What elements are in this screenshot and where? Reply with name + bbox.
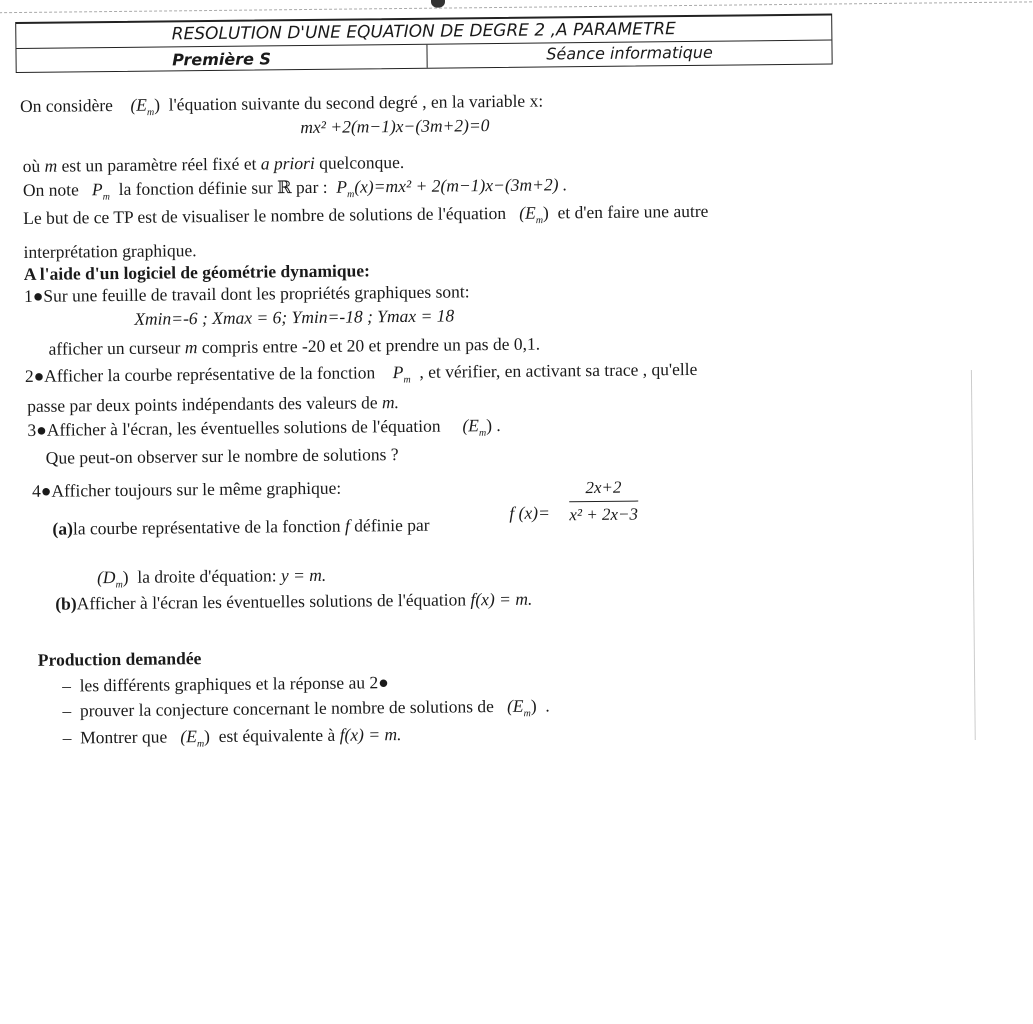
step-2-cont xyxy=(27,394,399,415)
production-item xyxy=(63,726,402,751)
denominator: x² + 2x−3 xyxy=(569,504,639,525)
subscript: m xyxy=(115,579,123,591)
math-p: P xyxy=(91,179,103,200)
subscript: m xyxy=(102,191,111,203)
subscript: m xyxy=(196,738,205,750)
math-p: P xyxy=(392,362,404,383)
subscript: m xyxy=(146,107,155,119)
window-settings: Xmin=-6 ; Xmax = 6; Ymin=-18 ; Ymax = 18 xyxy=(134,305,455,329)
text: 2●Afficher la courbe représentative de la fonction xyxy=(24,362,376,386)
text: est équivalente à xyxy=(218,724,336,746)
intro-line-5: interprétation graphique. xyxy=(23,240,197,262)
subscript: m xyxy=(535,215,544,227)
subscript: m xyxy=(347,189,355,201)
equation-label: (E xyxy=(462,415,480,436)
text: Montrer que xyxy=(80,726,168,748)
production-title: Production demandée xyxy=(37,648,202,670)
label: (b) xyxy=(55,593,77,614)
math-f: f xyxy=(344,515,350,536)
intro-line-2 xyxy=(22,151,405,176)
equation-label: (E xyxy=(180,726,197,747)
subscript: m xyxy=(478,427,487,439)
fx-label: f (x)= xyxy=(509,502,550,523)
text: l'équation suivante du second degré , en la variable x: xyxy=(168,90,544,115)
math-m: m xyxy=(184,337,198,358)
text: ) xyxy=(203,726,210,747)
production-item xyxy=(62,674,389,695)
equation-label: (E xyxy=(130,94,148,115)
text: où xyxy=(22,155,41,176)
section-title: A l'aide d'un logiciel de géométrie dynamique: xyxy=(23,260,371,284)
text: ) xyxy=(122,566,129,587)
step-4b xyxy=(55,588,533,614)
bullet: – xyxy=(62,727,72,748)
step-3 xyxy=(27,414,501,443)
fraction xyxy=(569,478,638,526)
step-3-question: Que peut-on observer sur le nombre de solutions ? xyxy=(45,444,399,468)
production-item xyxy=(62,697,550,724)
main-equation: mx² +2(m−1)x−(3m+2)=0 xyxy=(300,115,490,138)
step-1-cursor xyxy=(48,333,541,359)
intro-line-3 xyxy=(23,176,568,203)
class-label: Première S xyxy=(16,45,427,72)
equation-label: (E xyxy=(519,202,536,223)
text: ) xyxy=(154,94,161,115)
bullet: – xyxy=(62,700,72,721)
math-m: m xyxy=(44,155,58,176)
equation-label: (E xyxy=(506,695,524,716)
text: quelconque. xyxy=(319,151,405,173)
text: On note xyxy=(22,179,79,200)
text: la droite d'équation: xyxy=(137,565,277,587)
document-title: RESOLUTION D'UNE EQUATION DE DEGRE 2 ,A PARAMETRE xyxy=(16,16,831,50)
text: afficher un curseur xyxy=(48,337,181,359)
numerator: 2x+2 xyxy=(569,478,638,503)
text: passe par deux points indépendants des valeurs de xyxy=(27,392,378,416)
text: On considère xyxy=(19,95,113,116)
intro-line-4 xyxy=(23,200,709,232)
line-label: (D xyxy=(96,567,116,588)
line-dm xyxy=(96,564,327,591)
text: compris entre -20 et 20 et prendre un pas de 0,1. xyxy=(201,333,541,358)
text: ) xyxy=(486,415,493,436)
text: Le but de ce TP est de visualiser le nombre de solutions de l'équation xyxy=(23,202,507,228)
text: ) xyxy=(530,695,537,716)
step-2 xyxy=(24,358,698,390)
text: prouver la conjecture concernant le nombre de solutions de xyxy=(79,696,494,721)
text: 3●Afficher à l'écran, les éventuelles solutions de l'équation xyxy=(27,415,441,440)
text: Afficher à l'écran les éventuelles solutions de l'équation xyxy=(76,589,467,614)
subscript: m xyxy=(403,374,411,386)
math: y = m. xyxy=(280,564,327,586)
subscript: m xyxy=(523,708,531,720)
scan-edge-mark xyxy=(971,370,976,740)
text: les différents graphiques et la réponse au 2● xyxy=(79,672,389,696)
text: et d'en faire une autre xyxy=(557,200,709,223)
scan-edge-line xyxy=(0,1,1032,13)
scan-artifact xyxy=(431,0,445,8)
bullet: – xyxy=(62,675,71,696)
text: est un paramètre réel fixé et xyxy=(61,153,257,176)
step-4: 4●Afficher toujours sur le même graphique: xyxy=(31,477,342,501)
step-1: 1●Sur une feuille de travail dont les propriétés graphiques sont: xyxy=(23,281,470,306)
text: la courbe représentative de la fonction xyxy=(72,515,341,539)
text: . xyxy=(496,414,501,436)
math-m: m. xyxy=(381,392,400,413)
text: ) xyxy=(542,202,549,223)
header-table xyxy=(15,13,832,73)
text: la fonction définie sur ℝ par : xyxy=(118,176,328,199)
math: f(x) = m. xyxy=(470,588,533,610)
function-definition: (x)=mx² + 2(m−1)x−(3m+2) . xyxy=(354,174,568,197)
label: (a) xyxy=(52,518,74,539)
math: f(x) = m. xyxy=(339,724,402,745)
text: , et vérifier, en activant sa trace , qu'elle xyxy=(419,358,698,382)
step-4a xyxy=(52,514,430,539)
text: définie par xyxy=(354,514,430,536)
session-label: Séance informatique xyxy=(546,42,713,64)
text: . xyxy=(545,695,550,716)
text: a priori xyxy=(260,152,315,174)
math-p: P xyxy=(336,176,348,197)
